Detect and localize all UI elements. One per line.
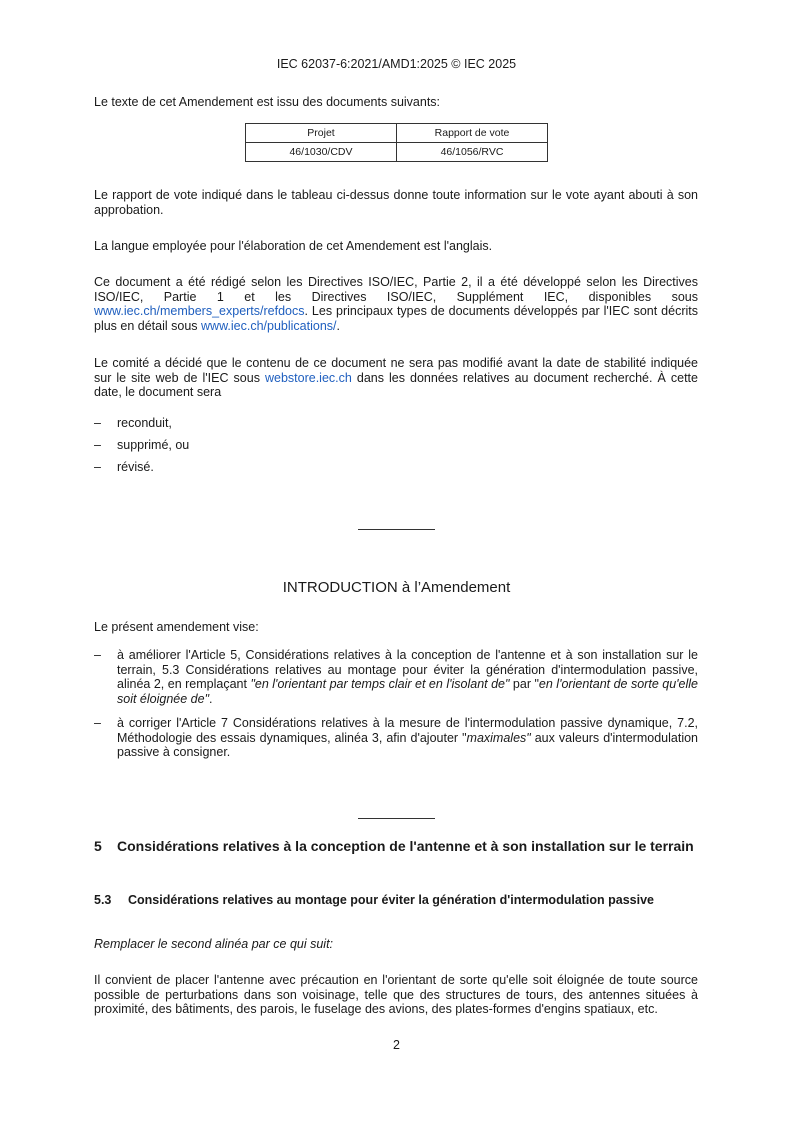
language-paragraph: La langue employée pour l'élaboration de cet Amendement est l'anglais. xyxy=(94,239,493,253)
directives-paragraph xyxy=(94,275,698,333)
section-title: Considérations relatives à la conception de l'antenne et à son installation sur le terrain xyxy=(117,838,694,854)
dash-bullet: – xyxy=(94,460,101,474)
subsection-title: Considérations relatives au montage pour éviter la génération d'intermodulation passive xyxy=(128,893,655,907)
final-paragraph: Il convient de placer l'antenne avec précaution en l'orientant de sorte qu'elle soit éloignée de toute source possible de perturbations dans son voisinage, telle que des structures de tours, des antennes situées à proximité, des bâtiments, des parois, le fuselage des avions, des plates-formes d'engins spatiaux, etc. xyxy=(94,973,698,1016)
amendment-bullet-1 xyxy=(94,648,698,706)
amendment-aim: Le présent amendement vise: xyxy=(94,620,259,634)
bullet-italic: "en l'orientant par temps clair et en l'isolant de" xyxy=(250,677,510,691)
list-item xyxy=(94,438,698,453)
section-5-3-heading xyxy=(94,893,698,908)
subsection-number: 5.3 xyxy=(94,893,112,907)
dash-bullet: – xyxy=(94,716,101,730)
committee-text-2: dans les données relatives au document recherché. À cette date, le document sera xyxy=(94,370,698,399)
bullet-italic: en l'orientant de sorte qu'elle soit éloignée de" xyxy=(117,677,698,706)
bullet-text: . xyxy=(209,691,213,706)
table-header-row xyxy=(246,124,548,143)
section-number: 5 xyxy=(94,838,102,854)
list-item xyxy=(94,460,698,475)
table-header-cell: Projet xyxy=(246,124,397,143)
page-header: IEC 62037-6:2021/AMD1:2025 © IEC 2025 xyxy=(276,57,517,71)
section-5-heading xyxy=(94,838,698,855)
list-item-text: supprimé, ou xyxy=(117,438,190,452)
dash-bullet: – xyxy=(94,438,101,452)
documents-intro: Le texte de cet Amendement est issu des documents suivants: xyxy=(94,95,441,109)
table-header-cell: Rapport de vote xyxy=(397,124,548,143)
amendment-bullet-2 xyxy=(94,716,698,760)
directives-text-3: . xyxy=(336,318,340,333)
list-item-text: reconduit, xyxy=(117,416,172,430)
list-item-text: révisé. xyxy=(117,460,154,474)
dash-bullet: – xyxy=(94,648,101,662)
list-item xyxy=(94,416,698,431)
refdocs-link[interactable]: www.iec.ch/members_experts/refdocs xyxy=(94,304,305,318)
committee-paragraph xyxy=(94,356,698,400)
publications-link[interactable]: www.iec.ch/publications/ xyxy=(201,318,337,333)
directives-text-1: Ce document a été rédigé selon les Directives ISO/IEC, Partie 2, il a été développé selon les Directives ISO/IEC, Partie 1 et les Directives ISO/IEC, Supplément IEC, disponibles sous xyxy=(94,275,698,304)
separator-line xyxy=(358,529,435,530)
table-cell: 46/1030/CDV xyxy=(246,143,397,162)
replace-instruction: Remplacer le second alinéa par ce qui suit: xyxy=(94,937,334,951)
committee-text-1: Le comité a décidé que le contenu de ce document ne sera pas modifié avant la date de stabilité indiquée sur le site web de l'IEC sous xyxy=(94,356,698,385)
bullet-text: à améliorer l'Article 5, Considérations relatives à la conception de l'antenne et à son installation sur le terrain, 5.3 Considérations relatives au montage pour éviter la génération d'intermodulation passive, alinéa 2, en remplaçant xyxy=(117,648,698,691)
amendment-bullet-text xyxy=(117,648,698,706)
bullet-italic: maximales" xyxy=(466,730,531,745)
bullet-text: aux valeurs d'intermodulation passive à consigner. xyxy=(117,730,698,759)
directives-text-2: . Les principaux types de documents développés par l'IEC sont décrits plus en détail sous xyxy=(94,304,698,333)
table-row xyxy=(246,143,548,162)
page-number: 2 xyxy=(393,1038,400,1052)
voting-table xyxy=(245,123,548,162)
table-cell: 46/1056/RVC xyxy=(397,143,548,162)
amendment-bullet-text xyxy=(117,716,698,760)
webstore-link[interactable]: webstore.iec.ch xyxy=(264,370,352,385)
dash-bullet: – xyxy=(94,416,101,430)
introduction-title: INTRODUCTION à l’Amendement xyxy=(282,579,511,596)
separator-line xyxy=(358,818,435,819)
bullet-text: à corriger l'Article 7 Considérations relatives à la mesure de l'intermodulation passive dynamique, 7.2, Méthodologie des essais dynamiques, alinéa 3, afin d'ajouter " xyxy=(117,716,698,745)
bullet-text: par " xyxy=(509,677,539,691)
voting-info-paragraph: Le rapport de vote indiqué dans le tableau ci-dessus donne toute information sur le vote ayant abouti à son approbation. xyxy=(94,188,698,217)
